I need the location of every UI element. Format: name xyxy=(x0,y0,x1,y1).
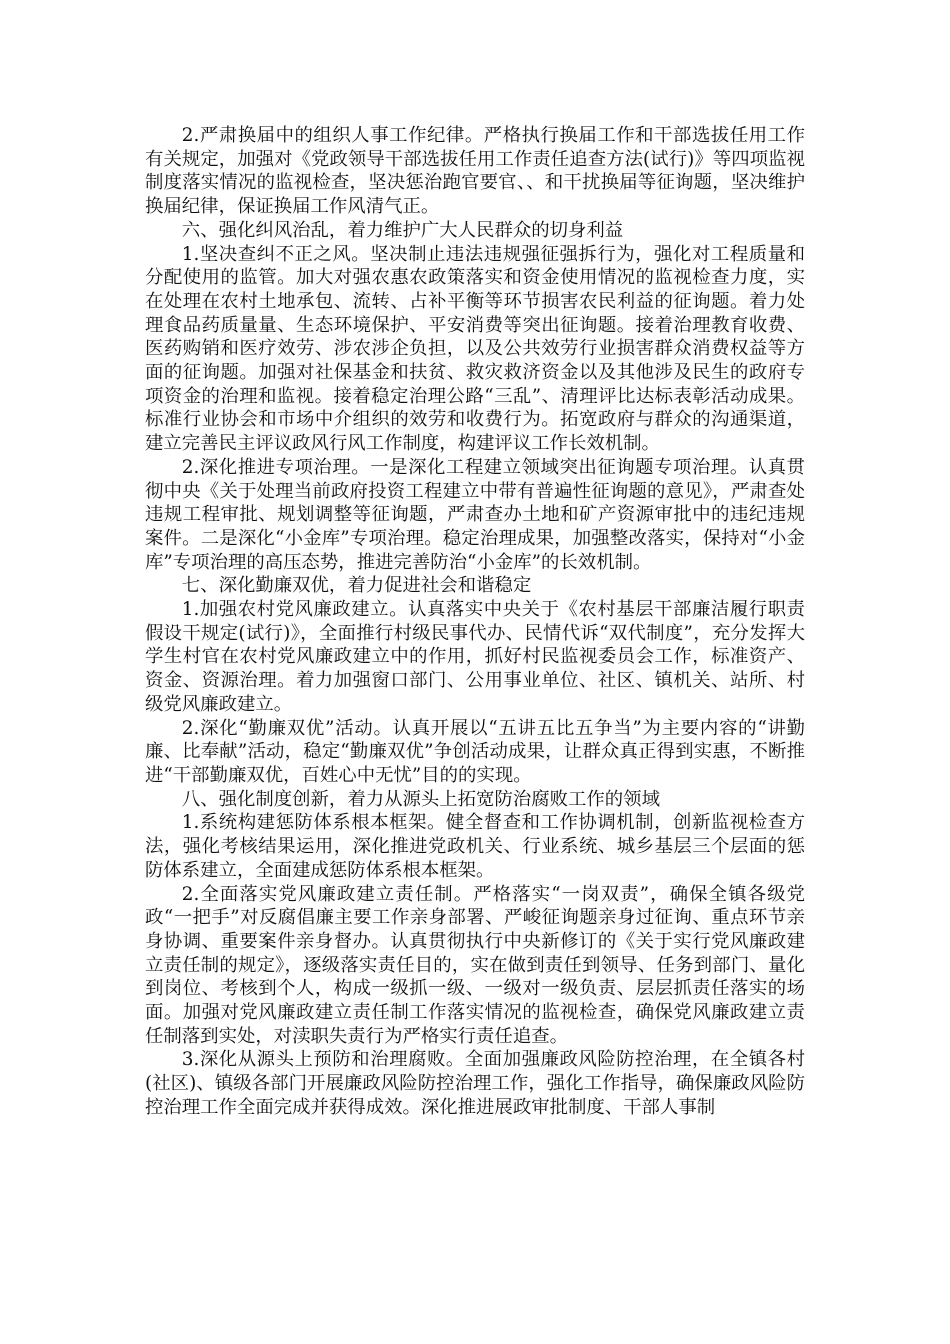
section-heading-eight: 八、强化制度创新，着力从源头上拓宽防治腐败工作的领域 xyxy=(181,788,660,810)
paragraph-source-prevention: 3.深化从源头上预防和治理腐败。全面加强廉政风险防控治理，在全镇各村(社区)、镇级各部门开展廉政风险防控治理工作，强化工作指导，确保廉政风险防控治理工作全面完成并获得成效。深化推进展政审批制度、干部人事制 xyxy=(145,1049,805,1118)
paragraph-personnel-discipline: 2.严肃换届中的组织人事工作纪律。严格执行换届工作和干部选拔任用工作有关规定，加强对《党政领导干部选拔任用工作责任追查方法(试行)》等四项监视制度落实情况的监视检查，坚决惩治跑官要官、、和干扰换届等征询题，坚决维护换届纪律，保证换届工作风清气正。 xyxy=(145,125,805,218)
document-body xyxy=(145,124,805,1120)
paragraph-rural-party-building: 1.加强农村党风廉政建立。认真落实中央关于《农村基层干部廉洁履行职责假设干规定(试行)》，全面推行村级民事代办、民情代诉“双代制度”，充分发挥大学生村官在农村党风廉政建立中的作用，抓好村民监视委员会工作，标准资产、资金、资源治理。着力加强窗口部门、公用事业单位、社区、镇机关、站所、村级党风廉政建立。 xyxy=(145,599,805,715)
section-heading-six: 六、强化纠风治乱，着力维护广大人民群众的切身利益 xyxy=(181,219,624,241)
paragraph-prevention-framework: 1.系统构建惩防体系根本框架。健全督查和工作协调机制，创新监视检查方法，强化考核结果运用，深化推进党政机关、行业系统、城乡基层三个层面的惩防体系建立，全面建成惩防体系根本框架。 xyxy=(145,812,805,881)
paragraph-responsibility-system: 2.全面落实党风廉政建立责任制。严格落实“一岗双责”，确保全镇各级党政“一把手”对反腐倡廉主要工作亲身部署、严峻征询题亲身过征询、重点环节亲身协调、重要案件亲身督办。认真贯彻执行中央新修订的《关于实行党风廉政建立责任制的规定》，逐级落实责任目的，实在做到责任到领导、任务到部门、量化到岗位、考核到个人，构成一级抓一级、一级对一级负责、层层抓责任落实的场面。加强对党风廉政建立责任制工作落实情况的监视检查，确保党风廉政建立责任制落到实处，对渎职失责行为严格实行责任追查。 xyxy=(145,883,805,1047)
paragraph-diligence-integrity: 2.深化“勤廉双优”活动。认真开展以“五讲五比五争当”为主要内容的“讲勤廉、比奉献”活动，稳定“勤廉双优”争创活动成果，让群众真正得到实惠，不断推进“干部勤廉双优，百姓心中无忧”目的的实现。 xyxy=(145,717,805,786)
section-heading-seven: 七、深化勤廉双优，着力促进社会和谐稳定 xyxy=(181,575,532,597)
paragraph-special-governance: 2.深化推进专项治理。一是深化工程建立领域突出征询题专项治理。认真贯彻中央《关于处理当前政府投资工程建立中带有普遍性征询题的意见》，严肃查处违规工程审批、规划调整等征询题，严肃查办土地和矿产资源审批中的违纪违规案件。二是深化“小金库”专项治理。稳定治理成果，加强整改落实，保持对“小金库”专项治理的高压态势，推进完善防治“小金库”的长效机制。 xyxy=(145,456,805,573)
paragraph-correct-malpractice: 1.坚决查纠不正之风。坚决制止违法违规强征强拆行为，强化对工程质量和分配使用的监管。加大对强农惠农政策落实和资金使用情况的监视检查力度，实在处理在农村土地承包、流转、占补平衡等环节损害农民利益的征询题。着力处理食品药质量量、生态环境保护、平安消费等突出征询题。接着治理教育收费、医药购销和医疗效劳、涉农涉企负担，以及公共效劳行业损害群众消费权益等方面的征询题。加强对社保基金和扶贫、救灾救济资金以及其他涉及民生的政府专项资金的治理和监视。接着稳定治理公路“三乱”、清理评比达标表彰活动成果。标准行业协会和市场中介组织的效劳和收费行为。拓宽政府与群众的沟通渠道，建立完善民主评议政风行风工作制度，构建评议工作长效机制。 xyxy=(145,243,805,455)
